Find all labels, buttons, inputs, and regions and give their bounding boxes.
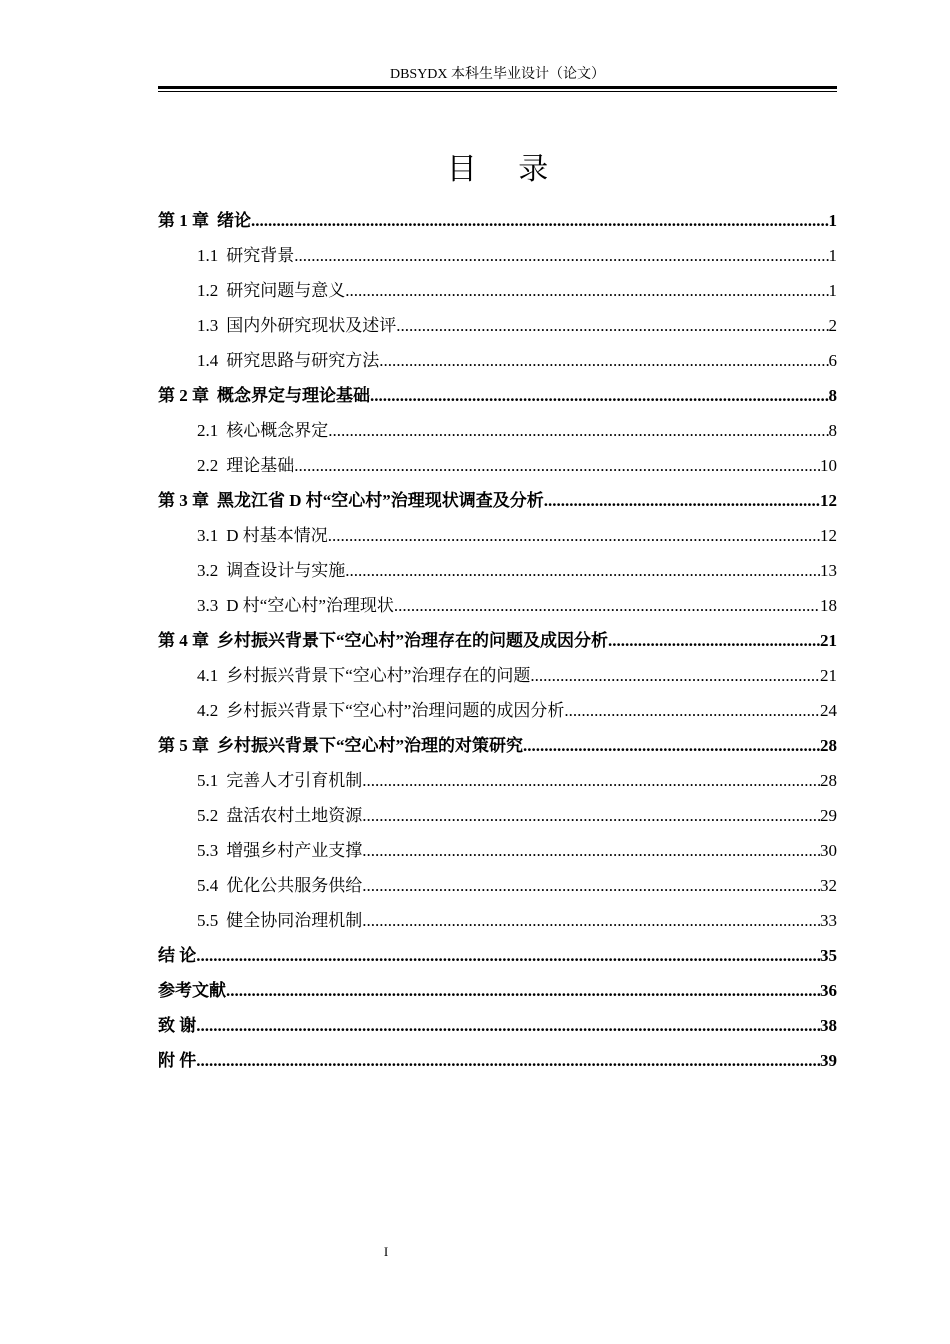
toc-entry-number: 4.2 [197, 701, 219, 720]
toc-page-number: 39 [820, 1051, 837, 1070]
toc-chapter-entry[interactable] [158, 938, 837, 973]
toc-dot-leader [196, 938, 820, 973]
toc-section-entry[interactable] [158, 833, 837, 868]
toc-page-number: 6 [828, 351, 837, 370]
toc-page-number: 35 [820, 946, 837, 965]
toc-page-number: 12 [820, 526, 837, 545]
toc-entry-number: 第 3 章 [158, 491, 209, 510]
toc-entry-title: 乡村振兴背景下“空心村”治理存在的问题 [226, 666, 531, 685]
toc-page-number: 38 [820, 1016, 837, 1035]
toc-entry-number: 第 1 章 [158, 211, 209, 230]
toc-chapter-entry[interactable] [158, 1043, 837, 1078]
toc-chapter-entry[interactable] [158, 1008, 837, 1043]
toc-entry-title: 致 谢 [158, 1016, 197, 1035]
toc-entry-title: D 村“空心村”治理现状 [226, 596, 394, 615]
toc-page-number: 2 [828, 316, 837, 335]
toc-entry-number: 1.3 [197, 316, 219, 335]
toc-chapter-entry[interactable] [158, 973, 837, 1008]
toc-page-number: 30 [820, 841, 837, 860]
toc-page-number: 36 [820, 981, 837, 1000]
toc-dot-leader [196, 1043, 820, 1078]
toc-entry-title: 黑龙江省 D 村“空心村”治理现状调查及分析 [217, 491, 544, 510]
toc-page-number: 21 [820, 666, 837, 685]
toc-dot-leader [328, 413, 828, 448]
toc-entry-title: 研究思路与研究方法 [226, 351, 380, 370]
toc-entry-title: 理论基础 [226, 456, 295, 475]
toc-dot-leader [294, 238, 828, 273]
toc-dot-leader [251, 203, 829, 238]
toc-dot-leader [345, 273, 828, 308]
toc-title: 目 录 [446, 152, 565, 187]
toc-entry-title: 乡村振兴背景下“空心村”治理的对策研究 [217, 736, 523, 755]
toc-page-number: 12 [820, 491, 837, 510]
toc-dot-leader [564, 693, 820, 728]
toc-dot-leader [362, 763, 820, 798]
toc-entry-title: 优化公共服务供给 [226, 876, 363, 895]
toc-entry-title: 附 件 [158, 1051, 197, 1070]
toc-entry-number: 5.5 [197, 911, 219, 930]
toc-dot-leader [396, 308, 828, 343]
toc-chapter-entry[interactable] [158, 483, 837, 518]
toc-section-entry[interactable] [158, 343, 837, 378]
toc-section-entry[interactable] [158, 868, 837, 903]
toc-section-entry[interactable] [158, 588, 837, 623]
toc-page-number: 28 [820, 771, 837, 790]
toc-entry-title: 研究问题与意义 [226, 281, 346, 300]
toc-dot-leader [345, 553, 820, 588]
toc-section-entry[interactable] [158, 693, 837, 728]
toc-section-entry[interactable] [158, 658, 837, 693]
toc-entry-number: 5.4 [197, 876, 219, 895]
toc-page-number: 21 [820, 631, 837, 650]
toc-section-entry[interactable] [158, 308, 837, 343]
toc-page-number: 1 [828, 211, 837, 230]
toc-entry-number: 1.2 [197, 281, 219, 300]
toc-section-entry[interactable] [158, 413, 837, 448]
toc-dot-leader [608, 623, 820, 658]
toc-dot-leader [362, 903, 820, 938]
toc-entry-title: 国内外研究现状及述评 [226, 316, 397, 335]
toc-dot-leader [362, 833, 820, 868]
toc-entry-title: 研究背景 [226, 246, 295, 265]
toc-chapter-entry[interactable] [158, 378, 837, 413]
toc-entry-title: 乡村振兴背景下“空心村”治理问题的成因分析 [226, 701, 565, 720]
toc-entry-number: 2.2 [197, 456, 219, 475]
toc-dot-leader [544, 483, 820, 518]
toc-page-number: 10 [820, 456, 837, 475]
toc-dot-leader [530, 658, 820, 693]
toc-entry-title: 健全协同治理机制 [226, 911, 363, 930]
toc-entry-title: 完善人才引育机制 [226, 771, 363, 790]
toc-entry-number: 第 4 章 [158, 631, 209, 650]
toc-dot-leader [328, 518, 820, 553]
toc-entry-title: D 村基本情况 [226, 526, 328, 545]
toc-entry-title: 参考文献 [158, 981, 226, 1000]
toc-dot-leader [523, 728, 820, 763]
toc-dot-leader [370, 378, 829, 413]
toc-entry-number: 1.1 [197, 246, 219, 265]
page-number: I [383, 1244, 389, 1259]
toc-page-number: 24 [820, 701, 837, 720]
toc-section-entry[interactable] [158, 553, 837, 588]
page-header: DBSYDX 本科生毕业设计（论文） [389, 67, 606, 82]
toc-page-number: 32 [820, 876, 837, 895]
toc-chapter-entry[interactable] [158, 728, 837, 763]
toc-entry-number: 第 2 章 [158, 386, 209, 405]
toc-page-number: 8 [828, 421, 837, 440]
header-rule-thin [158, 91, 837, 92]
toc-entry-number: 3.3 [197, 596, 219, 615]
toc-section-entry[interactable] [158, 448, 837, 483]
toc-page-number: 1 [828, 246, 837, 265]
toc-dot-leader [226, 973, 820, 1008]
toc-entry-title: 绪论 [217, 211, 251, 230]
toc-section-entry[interactable] [158, 903, 837, 938]
table-of-contents [158, 203, 837, 1078]
toc-section-entry[interactable] [158, 238, 837, 273]
toc-chapter-entry[interactable] [158, 623, 837, 658]
toc-section-entry[interactable] [158, 798, 837, 833]
toc-dot-leader [196, 1008, 820, 1043]
toc-entry-number: 第 5 章 [158, 736, 209, 755]
toc-entry-number: 3.1 [197, 526, 219, 545]
toc-chapter-entry[interactable] [158, 203, 837, 238]
toc-entry-number: 3.2 [197, 561, 219, 580]
toc-section-entry[interactable] [158, 518, 837, 553]
toc-page-number: 28 [820, 736, 837, 755]
toc-entry-title: 乡村振兴背景下“空心村”治理存在的问题及成因分析 [217, 631, 608, 650]
toc-section-entry[interactable] [158, 273, 837, 308]
toc-entry-title: 增强乡村产业支撑 [226, 841, 363, 860]
toc-page-number: 33 [820, 911, 837, 930]
toc-entry-title: 调查设计与实施 [226, 561, 346, 580]
toc-page-number: 1 [828, 281, 837, 300]
toc-entry-number: 2.1 [197, 421, 219, 440]
toc-dot-leader [394, 588, 820, 623]
toc-entry-title: 核心概念界定 [226, 421, 329, 440]
toc-entry-title: 盘活农村土地资源 [226, 806, 363, 825]
toc-entry-number: 4.1 [197, 666, 219, 685]
toc-entry-number: 1.4 [197, 351, 219, 370]
toc-page-number: 18 [820, 596, 837, 615]
toc-dot-leader [362, 868, 820, 903]
toc-section-entry[interactable] [158, 763, 837, 798]
toc-entry-title: 概念界定与理论基础 [217, 386, 370, 405]
toc-page-number: 8 [828, 386, 837, 405]
toc-entry-number: 5.1 [197, 771, 219, 790]
toc-entry-number: 5.2 [197, 806, 219, 825]
toc-dot-leader [362, 798, 820, 833]
toc-entry-number: 5.3 [197, 841, 219, 860]
toc-dot-leader [379, 343, 828, 378]
header-rule-thick [158, 86, 837, 89]
toc-dot-leader [294, 448, 820, 483]
toc-entry-title: 结 论 [158, 946, 197, 965]
toc-page-number: 29 [820, 806, 837, 825]
toc-page-number: 13 [820, 561, 837, 580]
